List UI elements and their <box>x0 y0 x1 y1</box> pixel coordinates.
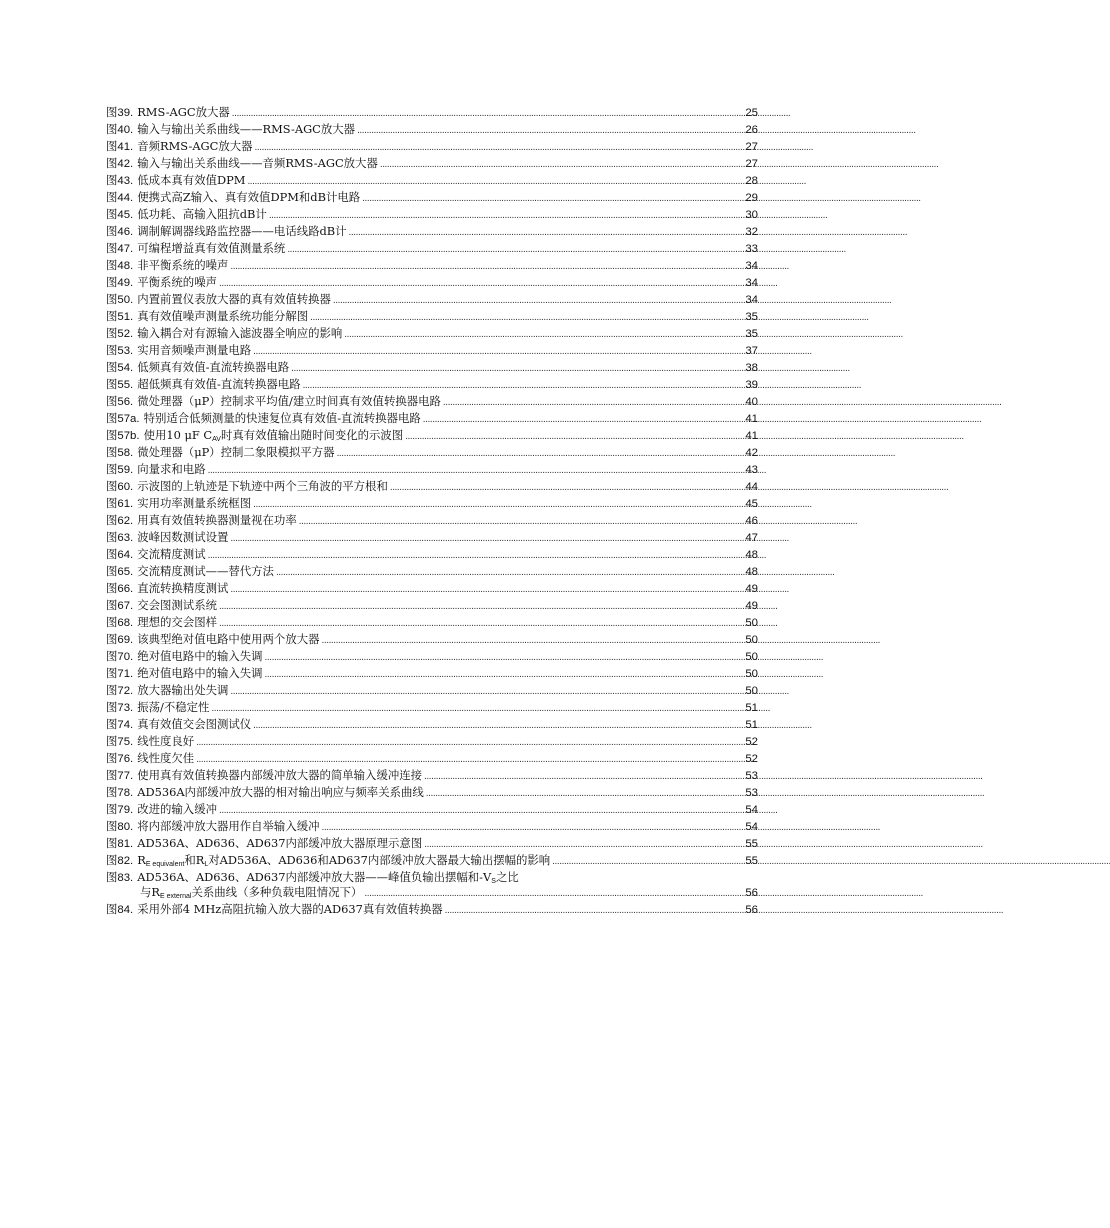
figure-title: 交流精度测试 <box>137 547 206 561</box>
figure-label: 图68. <box>106 617 134 629</box>
page-number: 27 <box>745 141 758 153</box>
list-item[interactable] <box>106 648 758 665</box>
list-item[interactable] <box>106 138 758 155</box>
figure-label: 图65. <box>106 566 134 578</box>
figure-title: 向量求和电路 <box>137 462 206 476</box>
list-item[interactable] <box>106 291 758 308</box>
figure-label: 图81. <box>106 838 134 850</box>
figure-label: 图64. <box>106 549 134 561</box>
page-number: 52 <box>745 753 758 765</box>
figure-label: 图49. <box>106 277 134 289</box>
figure-title: 真有效值噪声测量系统功能分解图 <box>137 309 309 323</box>
figure-label: 图45. <box>106 209 134 221</box>
figure-title: 平衡系统的噪声 <box>137 275 217 289</box>
page-number: 30 <box>745 209 758 221</box>
figure-label: 图46. <box>106 226 134 238</box>
list-item[interactable] <box>106 631 758 648</box>
list-item[interactable] <box>106 767 758 784</box>
list-item[interactable] <box>106 427 758 444</box>
list-item[interactable] <box>106 325 758 342</box>
figure-title: 真有效值交会图测试仪 <box>137 717 252 731</box>
figure-label: 图61. <box>106 498 134 510</box>
figure-title: 线性度良好 <box>137 734 195 748</box>
page-number: 56 <box>745 887 758 899</box>
list-item[interactable] <box>106 750 758 767</box>
figure-title: 可编程增益真有效值测量系统 <box>137 241 286 255</box>
figure-title: 调制解调器线路监控器——电话线路dB计 <box>137 224 347 238</box>
figure-title: 超低频真有效值-直流转换器电路 <box>137 377 301 391</box>
page-number: 29 <box>745 192 758 204</box>
figure-title: 微处理器（μP）控制求平均值/建立时间真有效值转换器电路 <box>137 394 441 408</box>
figure-label: 图83. <box>106 872 134 884</box>
list-item[interactable] <box>106 104 758 121</box>
figure-title: 输入与输出关系曲线——音频RMS-AGC放大器 <box>137 156 378 170</box>
page-number: 50 <box>745 685 758 697</box>
list-item[interactable] <box>106 682 758 699</box>
figure-label: 图79. <box>106 804 134 816</box>
list-item[interactable] <box>106 546 758 563</box>
list-item[interactable] <box>106 597 758 614</box>
page-number: 53 <box>745 770 758 782</box>
page-number: 45 <box>745 498 758 510</box>
list-item[interactable] <box>106 869 758 884</box>
figure-title: 直流转换精度测试 <box>137 581 229 595</box>
list-item[interactable] <box>106 818 758 835</box>
figure-label: 图57a. <box>106 413 140 425</box>
figure-label: 图59. <box>106 464 134 476</box>
figure-label: 图51. <box>106 311 134 323</box>
list-item[interactable] <box>106 733 758 750</box>
figure-label: 图78. <box>106 787 134 799</box>
figure-label: 图56. <box>106 396 134 408</box>
list-item[interactable] <box>106 563 758 580</box>
list-item[interactable] <box>106 189 758 206</box>
figure-title: 使用10 μF $C_{AV}$时真有效值输出随时间变化的示波图 <box>143 428 404 443</box>
page-number: 47 <box>745 532 758 544</box>
page-number: 34 <box>745 294 758 306</box>
page-number: 56 <box>745 904 758 916</box>
figure-title: 绝对值电路中的输入失调 <box>137 666 263 680</box>
figure-title: 交会图测试系统 <box>137 598 217 612</box>
figure-label: 图71. <box>106 668 134 680</box>
page-number: 50 <box>745 634 758 646</box>
figure-label: 图53. <box>106 345 134 357</box>
list-item[interactable] <box>106 274 758 291</box>
figure-label: 图42. <box>106 158 134 170</box>
page-number: 35 <box>745 328 758 340</box>
page-number: 27 <box>745 158 758 170</box>
list-item[interactable] <box>106 121 758 138</box>
figure-label: 图55. <box>106 379 134 391</box>
figure-label: 图54. <box>106 362 134 374</box>
figure-title: RMS-AGC放大器 <box>137 105 230 119</box>
figure-label: 图48. <box>106 260 134 272</box>
list-item[interactable] <box>106 665 758 682</box>
list-item[interactable] <box>106 257 758 274</box>
figure-label: 图70. <box>106 651 134 663</box>
list-item[interactable] <box>106 529 758 546</box>
list-item[interactable] <box>106 155 758 172</box>
figure-label: 图82. <box>106 855 134 867</box>
list-item[interactable] <box>106 784 758 801</box>
list-item[interactable] <box>106 172 758 189</box>
page-number: 46 <box>745 515 758 527</box>
figure-label: 图67. <box>106 600 134 612</box>
figure-title: 音频RMS-AGC放大器 <box>137 139 253 153</box>
page-number: 50 <box>745 651 758 663</box>
figure-title: 将内部缓冲放大器用作自举输入缓冲 <box>137 819 320 833</box>
list-item[interactable] <box>106 393 758 410</box>
page-number: 54 <box>745 804 758 816</box>
list-item[interactable] <box>106 206 758 223</box>
page-number: 42 <box>745 447 758 459</box>
list-item[interactable] <box>106 223 758 240</box>
figure-title: 该典型绝对值电路中使用两个放大器 <box>137 632 320 646</box>
page-number: 50 <box>745 617 758 629</box>
figure-title: 微处理器（μP）控制二象限模拟平方器 <box>137 445 335 459</box>
list-item[interactable] <box>106 376 758 393</box>
list-item[interactable] <box>106 716 758 733</box>
page-number: 33 <box>745 243 758 255</box>
list-item[interactable] <box>106 444 758 461</box>
figure-label: 图58. <box>106 447 134 459</box>
page-number: 40 <box>745 396 758 408</box>
page-number: 52 <box>745 736 758 748</box>
page-number: 54 <box>745 821 758 833</box>
page-number: 41 <box>745 413 758 425</box>
figure-title-continued: 与$R_{E external}$关系曲线（多种负载电阻情况下） <box>140 885 363 900</box>
figure-label: 图63. <box>106 532 134 544</box>
figure-title: 放大器输出处失调 <box>137 683 229 697</box>
list-item[interactable] <box>106 461 758 478</box>
list-item[interactable] <box>106 495 758 512</box>
page-number: 49 <box>745 583 758 595</box>
page-number: 48 <box>745 549 758 561</box>
figure-title: 输入耦合对有源输入滤波器全响应的影响 <box>137 326 343 340</box>
figure-label: 图44. <box>106 192 134 204</box>
figure-title: 理想的交会图样 <box>137 615 217 629</box>
page-number: 32 <box>745 226 758 238</box>
page-number: 28 <box>745 175 758 187</box>
page-number: 37 <box>745 345 758 357</box>
figure-title: 便携式高Z输入、真有效值DPM和dB计电路 <box>137 190 361 204</box>
page-number: 26 <box>745 124 758 136</box>
figure-title: 交流精度测试——替代方法 <box>137 564 274 578</box>
page-number: 49 <box>745 600 758 612</box>
figure-title: 线性度欠佳 <box>137 751 195 765</box>
page-number: 44 <box>745 481 758 493</box>
figure-title: 输入与输出关系曲线——RMS-AGC放大器 <box>137 122 356 136</box>
figure-label: 图74. <box>106 719 134 731</box>
figure-label: 图62. <box>106 515 134 527</box>
figure-label: 图50. <box>106 294 134 306</box>
figure-label: 图41. <box>106 141 134 153</box>
page-number: 25 <box>745 107 758 119</box>
figure-label: 图80. <box>106 821 134 833</box>
list-item[interactable] <box>106 614 758 631</box>
figure-label: 图76. <box>106 753 134 765</box>
page-number: 43 <box>745 464 758 476</box>
list-item[interactable] <box>106 512 758 529</box>
figure-title: 示波图的上轨迹是下轨迹中两个三角波的平方根和 <box>137 479 388 493</box>
figure-title: AD536A、AD636、AD637内部缓冲放大器原理示意图 <box>137 836 423 850</box>
figure-title: AD536A内部缓冲放大器的相对输出响应与频率关系曲线 <box>137 785 424 799</box>
figure-list <box>106 104 758 918</box>
page-number: 34 <box>745 277 758 289</box>
figure-label: 图72. <box>106 685 134 697</box>
figure-label: 图66. <box>106 583 134 595</box>
page-number: 51 <box>745 719 758 731</box>
figure-title: 特别适合低频测量的快速复位真有效值-直流转换器电路 <box>143 411 421 425</box>
page-number: 55 <box>745 855 758 867</box>
figure-label: 图43. <box>106 175 134 187</box>
list-item[interactable] <box>106 359 758 376</box>
figure-label: 图69. <box>106 634 134 646</box>
figure-label: 图84. <box>106 904 134 916</box>
figure-title: 低成本真有效值DPM <box>137 173 246 187</box>
figure-title: $R_{E equivalent}$和$R_L$对AD536A、AD636和AD637内部缓冲放大器最大输出摆幅的影响 <box>137 853 551 868</box>
figure-label: 图39. <box>106 107 134 119</box>
figure-label: 图60. <box>106 481 134 493</box>
figure-title: 振荡/不稳定性 <box>137 700 210 714</box>
figure-title: 实用功率测量系统框图 <box>137 496 252 510</box>
figure-label: 图47. <box>106 243 134 255</box>
list-item[interactable] <box>106 410 758 427</box>
list-item[interactable] <box>106 699 758 716</box>
page-number: 35 <box>745 311 758 323</box>
figure-label: 图73. <box>106 702 134 714</box>
figure-title: 波峰因数测试设置 <box>137 530 229 544</box>
page-number: 41 <box>745 430 758 442</box>
list-item[interactable] <box>106 901 758 918</box>
figure-title: 改进的输入缓冲 <box>137 802 217 816</box>
page-number: 38 <box>745 362 758 374</box>
list-item[interactable] <box>106 852 758 869</box>
figure-label: 图52. <box>106 328 134 340</box>
figure-title: 使用真有效值转换器内部缓冲放大器的简单输入缓冲连接 <box>137 768 423 782</box>
figure-title: 非平衡系统的噪声 <box>137 258 229 272</box>
list-item[interactable] <box>106 801 758 818</box>
figure-label: 图40. <box>106 124 134 136</box>
list-item[interactable] <box>106 580 758 597</box>
list-item-continuation[interactable] <box>106 884 758 901</box>
list-item[interactable] <box>106 835 758 852</box>
figure-title: 绝对值电路中的输入失调 <box>137 649 263 663</box>
figure-title: 采用外部4 MHz高阻抗输入放大器的AD637真有效值转换器 <box>137 902 443 916</box>
figure-title: 低功耗、高输入阻抗dB计 <box>137 207 267 221</box>
figure-label: 图77. <box>106 770 134 782</box>
figure-title: 内置前置仪表放大器的真有效值转换器 <box>137 292 331 306</box>
page-number: 50 <box>745 668 758 680</box>
figure-title: 实用音频噪声测量电路 <box>137 343 252 357</box>
figure-label: 图57b. <box>106 430 140 442</box>
figure-title: 低频真有效值-直流转换器电路 <box>137 360 290 374</box>
page-number: 53 <box>745 787 758 799</box>
list-item[interactable] <box>106 342 758 359</box>
list-item[interactable] <box>106 308 758 325</box>
list-item[interactable] <box>106 240 758 257</box>
page-number: 34 <box>745 260 758 272</box>
page-number: 55 <box>745 838 758 850</box>
page-number: 48 <box>745 566 758 578</box>
list-item[interactable] <box>106 478 758 495</box>
figure-label: 图75. <box>106 736 134 748</box>
page-number: 51 <box>745 702 758 714</box>
figure-title: 用真有效值转换器测量视在功率 <box>137 513 297 527</box>
page-number: 39 <box>745 379 758 391</box>
figure-title: AD536A、AD636、AD637内部缓冲放大器——峰值负输出摆幅和$-V_S$之比 <box>137 870 519 885</box>
